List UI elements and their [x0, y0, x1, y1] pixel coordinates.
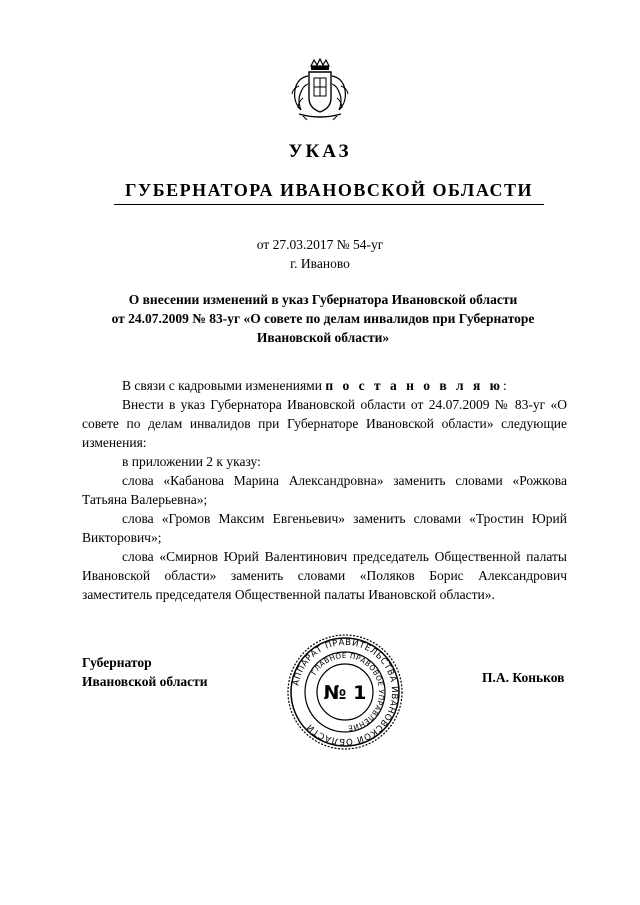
decree-date-number: от 27.03.2017 № 54-уг [256, 237, 384, 252]
seal-inner-text: ГЛАВНОЕ ПРАВОВОЕ УПРАВЛЕНИЕ [309, 650, 387, 733]
signatory-position-line-1: Губернатор [82, 655, 152, 670]
subject-line-1: О внесении изменений в указ Губернатора Ивановской области [128, 292, 518, 307]
body-paragraph-1: Внести в указ Губернатора Ивановской области от 24.07.2009 № 83-уг «О совете по делам инвалидов при Губернаторе Ивановской области» следующие изменения: [82, 397, 567, 450]
body-paragraph-3: слова «Кабанова Марина Александровна» заменить словами «Рожкова Татьяна Валерьевна»; [82, 473, 567, 507]
decree-subject [80, 290, 566, 347]
seal-outer-text: АППАРАТ ПРАВИТЕЛЬСТВА ИВАНОВСКОЙ ОБЛАСТИ [291, 637, 400, 747]
intro-prefix: В связи с кадровыми изменениями [122, 378, 326, 393]
official-seal-icon [285, 632, 405, 752]
body-intro [82, 376, 567, 395]
decree-body [82, 376, 567, 604]
coat-of-arms-icon [289, 58, 351, 122]
signatory-position-line-2: Ивановской области [82, 674, 208, 689]
intro-suffix: : [502, 378, 507, 393]
subject-line-2: от 24.07.2009 № 83-уг «О совете по делам инвалидов при Губернаторе [111, 311, 535, 326]
body-paragraph-5: слова «Смирнов Юрий Валентинович председатель Общественной палаты Ивановской области» заменить словами «Поляков Борис Александрович заместитель председателя Общественной палаты Ивановской области». [82, 549, 567, 602]
signatory-name: П.А. Коньков [482, 670, 565, 685]
decree-city: г. Иваново [290, 256, 350, 271]
signatory-position [82, 653, 208, 691]
intro-keyword: п о с т а н о в л я ю [325, 378, 503, 393]
body-paragraph-4: слова «Громов Максим Евгеньевич» заменить словами «Тростин Юрий Викторович»; [82, 511, 567, 545]
issuer-underline [114, 204, 544, 205]
issuer-title: ГУБЕРНАТОРА ИВАНОВСКОЙ ОБЛАСТИ [125, 180, 533, 200]
body-paragraph-2: в приложении 2 к указу: [122, 454, 261, 469]
document-type-title: УКАЗ [288, 141, 352, 162]
seal-number: № 1 [323, 682, 367, 704]
subject-line-3: Ивановской области» [256, 330, 390, 345]
